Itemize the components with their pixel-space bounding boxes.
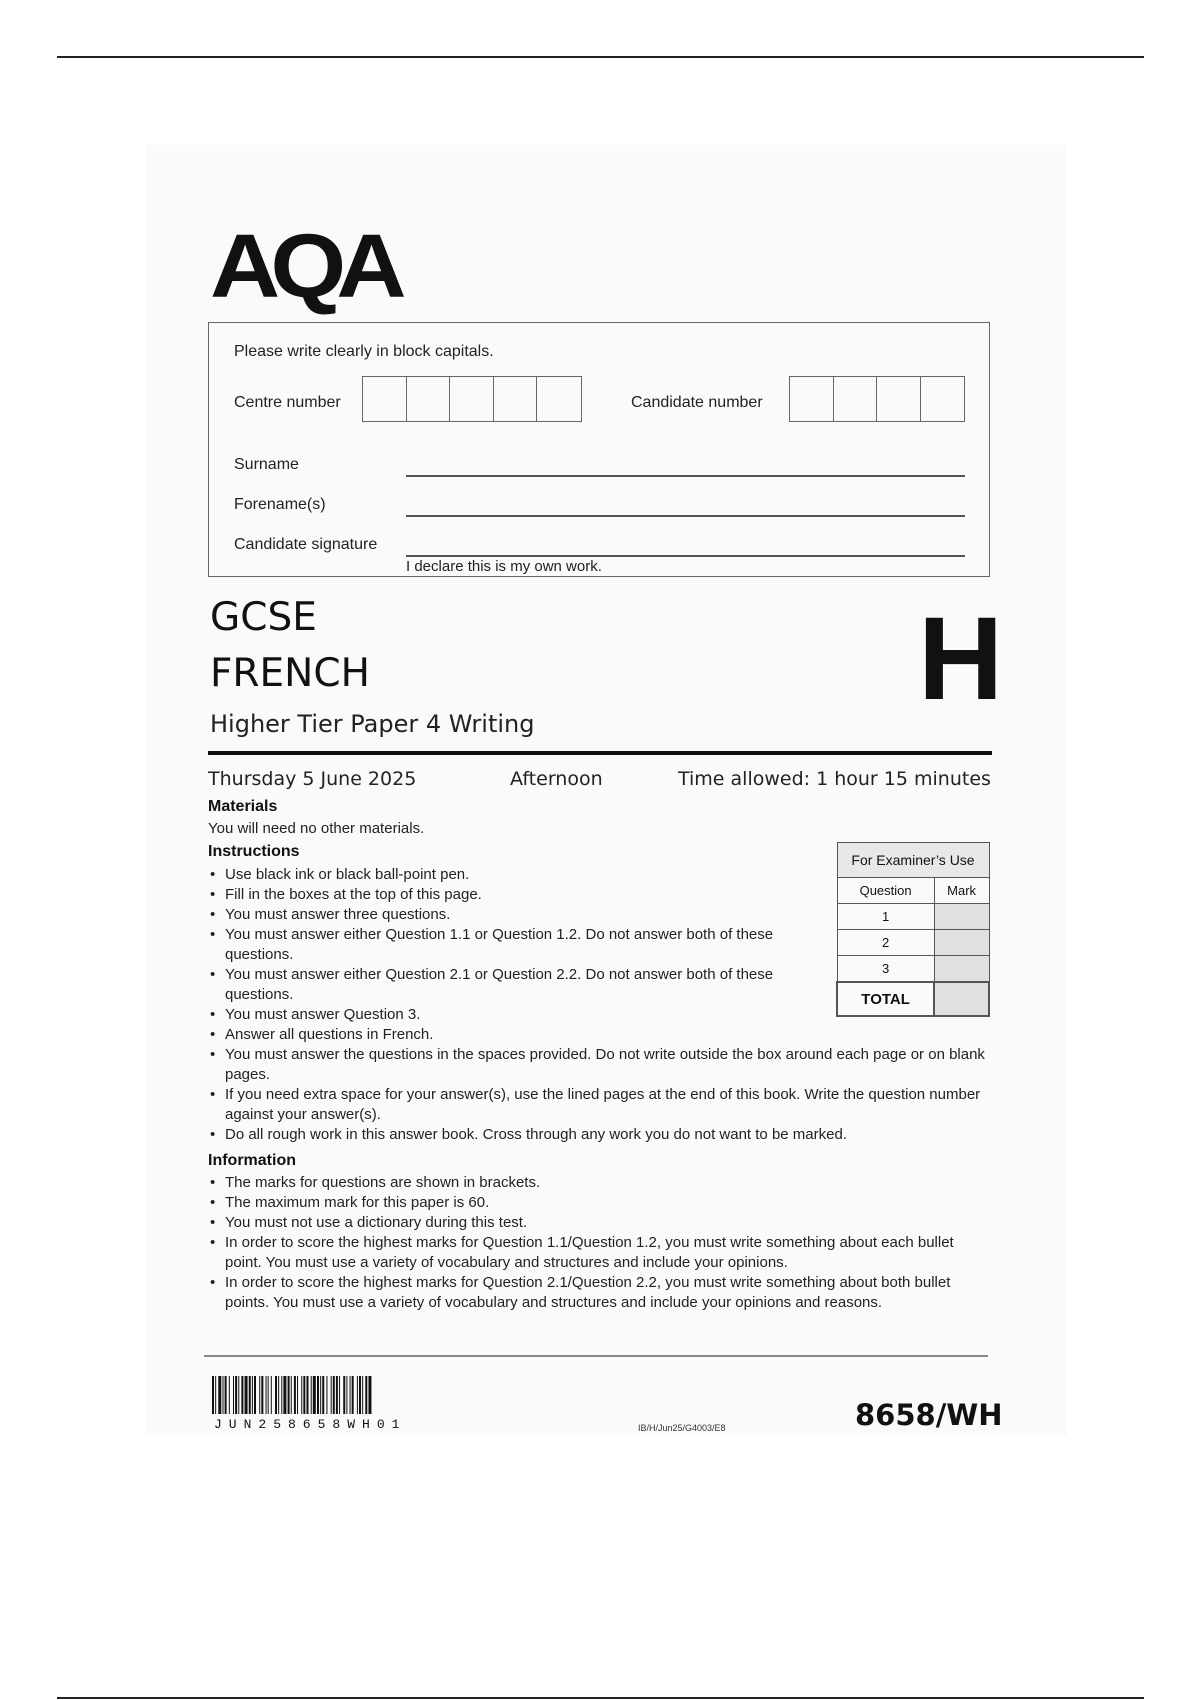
exam-date: Thursday 5 June 2025 — [208, 768, 417, 790]
instruction-item: • You must answer three questions. — [208, 905, 798, 925]
barcode-bar — [283, 1376, 286, 1414]
instruction-item: • You must answer either Question 1.1 or Question 1.2. Do not answer both of these questions. — [208, 925, 798, 965]
instructions-list-continued — [208, 1045, 988, 1145]
materials-heading: Materials — [208, 798, 278, 815]
barcode-graphic — [212, 1376, 528, 1414]
barcode-bar — [322, 1376, 324, 1414]
barcode-bar — [233, 1376, 234, 1414]
surname-label: Surname — [234, 456, 299, 473]
barcode-bar — [238, 1376, 239, 1414]
barcode-bar — [301, 1376, 302, 1414]
instructions-list — [208, 865, 798, 1045]
signature-field[interactable] — [406, 555, 965, 557]
barcode-bar — [252, 1376, 253, 1414]
title-divider — [208, 751, 992, 755]
footer-divider — [204, 1355, 988, 1357]
barcode-bar — [362, 1376, 363, 1414]
barcode-bar — [357, 1376, 358, 1414]
barcode-bar — [281, 1376, 282, 1414]
barcode-bar — [339, 1376, 340, 1414]
information-item: • The maximum mark for this paper is 60. — [208, 1193, 988, 1213]
top-rule — [57, 56, 1144, 58]
information-item: • The marks for questions are shown in brackets. — [208, 1173, 988, 1193]
barcode-bar — [333, 1376, 335, 1414]
barcode-bar — [320, 1376, 321, 1414]
centre-number-boxes[interactable] — [362, 376, 582, 422]
candidate-digit-box[interactable] — [877, 377, 921, 421]
total-mark-cell — [934, 982, 989, 1016]
barcode-bar — [359, 1376, 361, 1414]
barcode-bar — [350, 1376, 351, 1414]
barcode-bar — [368, 1376, 371, 1414]
instruction-item: • Use black ink or black ball-point pen. — [208, 865, 798, 885]
barcode-bar — [326, 1376, 327, 1414]
instruction-item: • Fill in the boxes at the top of this page. — [208, 885, 798, 905]
surname-field[interactable] — [406, 475, 965, 477]
barcode-bar — [235, 1376, 237, 1414]
barcode-bar — [297, 1376, 298, 1414]
candidate-digit-box[interactable] — [921, 377, 964, 421]
question-number: 2 — [837, 930, 934, 956]
centre-digit-box[interactable] — [494, 377, 538, 421]
barcode-bar — [346, 1376, 347, 1414]
exam-session: Afternoon — [510, 768, 603, 790]
mark-cell — [934, 904, 989, 930]
barcode-bar — [215, 1376, 216, 1414]
barcode-bar — [317, 1376, 319, 1414]
barcode-bar — [229, 1376, 230, 1414]
barcode-bar — [261, 1376, 263, 1414]
instruction-item: • You must answer either Question 2.1 or Question 2.2. Do not answer both of these questions. — [208, 965, 798, 1005]
examiner-use-table — [836, 842, 990, 1017]
question-number: 3 — [837, 956, 934, 983]
forename-label: Forename(s) — [234, 496, 326, 513]
barcode-bar — [313, 1376, 316, 1414]
forename-field[interactable] — [406, 515, 965, 517]
candidate-number-label: Candidate number — [631, 394, 763, 411]
instruction-item: • You must answer the questions in the spaces provided. Do not write outside the box around each page or on blank pages. — [208, 1045, 988, 1085]
declaration-text: I declare this is my own work. — [406, 558, 602, 575]
examiner-table-title: For Examiner’s Use — [837, 843, 989, 878]
barcode-bar — [275, 1376, 277, 1414]
information-item: • In order to score the highest marks for Question 2.1/Question 2.2, you must write something about both bullet points. You must use a variety of vocabulary and structures and include your opinions and reasons. — [208, 1273, 988, 1313]
barcode-bar — [331, 1376, 332, 1414]
barcode-bar — [212, 1376, 214, 1414]
centre-digit-box[interactable] — [407, 377, 451, 421]
materials-text: You will need no other materials. — [208, 820, 425, 837]
bottom-rule — [57, 1697, 1144, 1699]
barcode-bar — [249, 1376, 251, 1414]
centre-digit-box[interactable] — [363, 377, 407, 421]
barcode-bar — [288, 1376, 290, 1414]
form-instruction: Please write clearly in block capitals. — [234, 343, 494, 360]
barcode-bar — [294, 1376, 296, 1414]
qualification-title: GCSE — [210, 595, 317, 640]
centre-digit-box[interactable] — [537, 377, 581, 421]
barcode-bar — [271, 1376, 272, 1414]
barcode-bar — [218, 1376, 221, 1414]
barcode-bar — [307, 1376, 309, 1414]
tier-letter: H — [918, 593, 1004, 725]
barcode-bar — [303, 1376, 305, 1414]
instruction-item: • Answer all questions in French. — [208, 1025, 798, 1045]
barcode-bar — [259, 1376, 260, 1414]
barcode-bar — [365, 1376, 367, 1414]
subject-title: FRENCH — [210, 651, 370, 696]
barcode-bar — [245, 1376, 248, 1414]
paper-description: Higher Tier Paper 4 Writing — [210, 710, 535, 738]
instructions-heading: Instructions — [208, 843, 300, 860]
mark-column-header: Mark — [934, 878, 989, 904]
barcode-bar — [352, 1376, 354, 1414]
instruction-item: • You must answer Question 3. — [208, 1005, 798, 1025]
reference-code: IB/H/Jun25/G4003/E8 — [638, 1423, 726, 1433]
mark-cell — [934, 956, 989, 983]
information-item: • You must not use a dictionary during this test. — [208, 1213, 988, 1233]
barcode-bar — [291, 1376, 292, 1414]
question-number: 1 — [837, 904, 934, 930]
barcode-bar — [241, 1376, 243, 1414]
information-list — [208, 1173, 988, 1313]
mark-cell — [934, 930, 989, 956]
barcode-bar — [266, 1376, 267, 1414]
instruction-item: • If you need extra space for your answer(s), use the lined pages at the end of this book. Write the question number against your answer(s). — [208, 1085, 988, 1125]
barcode-bar — [343, 1376, 345, 1414]
time-allowed: Time allowed: 1 hour 15 minutes — [678, 768, 991, 790]
barcode-bar — [336, 1376, 338, 1414]
question-column-header: Question — [837, 878, 934, 904]
information-item: • In order to score the highest marks for Question 1.1/Question 1.2, you must write something about each bullet point. You must use a variety of vocabulary and structures and include your opinions. — [208, 1233, 988, 1273]
barcode-bar — [311, 1376, 312, 1414]
barcode-bar — [278, 1376, 279, 1414]
paper-code: 8658/WH — [855, 1398, 1003, 1432]
candidate-digit-box[interactable] — [790, 377, 834, 421]
candidate-digit-box[interactable] — [834, 377, 878, 421]
centre-number-label: Centre number — [234, 394, 341, 411]
centre-digit-box[interactable] — [450, 377, 494, 421]
barcode-bar — [254, 1376, 256, 1414]
signature-label: Candidate signature — [234, 536, 378, 553]
barcode-text: JUN258658WH01 — [214, 1417, 407, 1432]
barcode-bar — [268, 1376, 269, 1414]
barcode-bar — [223, 1376, 224, 1414]
instruction-item: • Do all rough work in this answer book. Cross through any work you do not want to be marked. — [208, 1125, 988, 1145]
total-label: TOTAL — [837, 982, 934, 1016]
information-heading: Information — [208, 1152, 296, 1169]
candidate-number-boxes[interactable] — [789, 376, 965, 422]
aqa-logo: AQA — [210, 217, 397, 317]
barcode-bar — [225, 1376, 227, 1414]
